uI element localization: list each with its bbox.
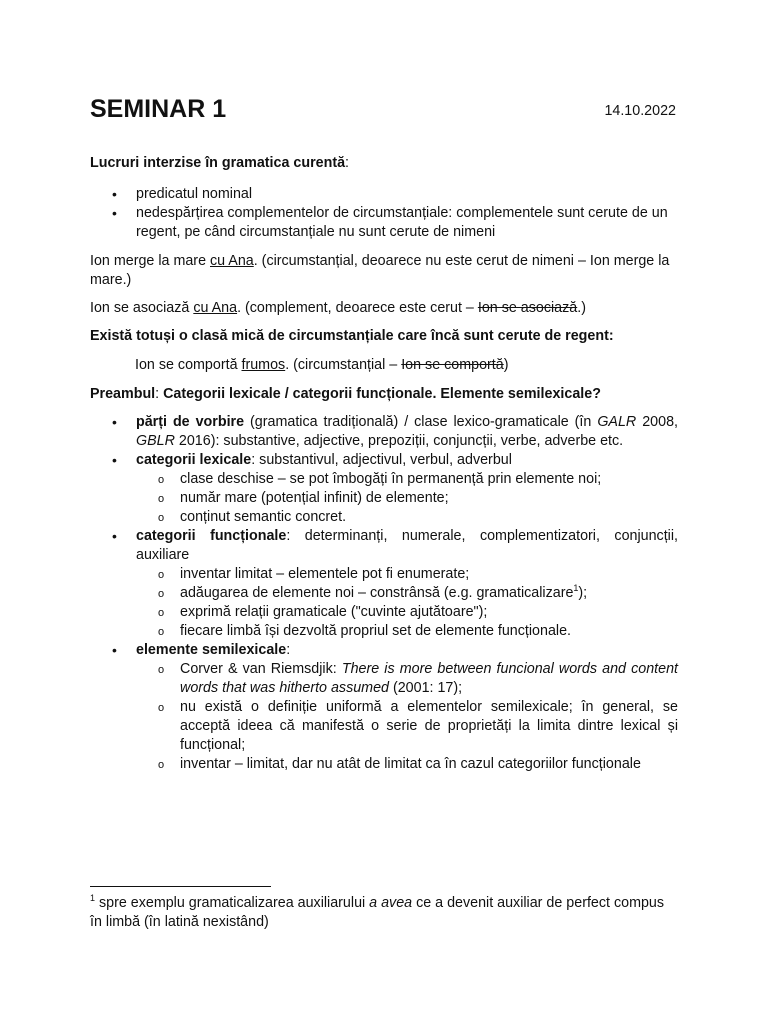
sub-list-item: o număr mare (potențial infinit) de elemente; (90, 489, 678, 508)
forbidden-list (90, 185, 678, 242)
document-header (90, 92, 678, 128)
sub-list-item: o nu există o definiție uniformă a elementelor semilexicale; în general, se acceptă ideea că manifestă o serie de proprietăți la limita dintre lexical și funcțional; (90, 698, 678, 755)
example-paragraph: Ion merge la mare cu Ana. (circumstanțial, deoarece nu este cerut de nimeni – Ion merge la mare.) (90, 253, 670, 288)
section-heading: Lucruri interzise în gramatica curentă: (90, 155, 350, 171)
sub-list-item: o adăugarea de elemente noi – constrânsă (e.g. gramaticalizare$^1$); (90, 584, 678, 603)
sub-list-item: o exprimă relații gramaticale ("cuvinte ajutătoare"); (90, 603, 678, 622)
footnote: $^1$ spre exemplu gramaticalizarea auxiliarului a avea ce a devenit auxiliar de perfect compus în limbă (în latină nexistând) (90, 893, 665, 930)
sub-list (136, 565, 678, 641)
sub-list-item: o inventar limitat – elementele pot fi enumerate; (90, 565, 678, 584)
footnote-separator (90, 886, 271, 887)
list-item: • predicatul nominal (90, 185, 678, 204)
document-body (90, 154, 678, 774)
sub-list (136, 660, 678, 774)
sub-list-item: o fiecare limbă își dezvoltă propriul set de elemente funcționale. (90, 622, 678, 641)
sub-list-item: o clase deschise – se pot îmbogăți în permanență prin elemente noi; (90, 470, 678, 489)
list-item: • nedespărțirea complementelor de circumstanțiale: complementele sunt cerute de un regent, pe când circumstanțiale nu sunt cerute de nimeni (90, 204, 678, 242)
sub-list-item: o inventar – limitat, dar nu atât de limitat ca în cazul categoriilor funcționale (90, 755, 678, 774)
bold-statement: Există totuși o clasă mică de circumstanțiale care încă sunt cerute de regent: (90, 328, 614, 344)
example-paragraph: Ion se comportă frumos. (circumstanțial – Ion se comportă) (135, 357, 509, 373)
preambul-heading: Preambul: Categorii lexicale / categorii funcționale. Elemente semilexicale? (90, 386, 601, 402)
footnote-marker: 1 (90, 893, 96, 904)
sub-list-item: o conținut semantic concret. (90, 508, 678, 527)
example-paragraph: Ion se asociază cu Ana. (complement, deoarece este cerut – Ion se asociază.) (90, 300, 586, 316)
categories-list (90, 413, 678, 774)
sub-list (136, 470, 678, 527)
document-date: 14.10.2022 (604, 103, 676, 119)
list-item: • categorii funcționale: determinanți, numerale, complementizatori, conjuncții, auxiliare o inventar limitat – elementele pot fi enumerate; o adăugarea de elemente noi – constrânsă (e.g. gramaticalizare$^1$); o exprimă relații gramaticale ("cuvinte ajutătoare"); o fiecare limbă își dezvoltă propriul set de elemente funcționale. (90, 527, 678, 641)
list-item: • categorii lexicale: substantivul, adjectivul, verbul, adverbul o clase deschise – se pot îmbogăți în permanență prin elemente noi; o număr mare (potențial infinit) de elemente; o conținut semantic concret. (90, 451, 678, 527)
sub-list-item: o Corver & van Riemsdjik: There is more between funcional words and content words that was hitherto assumed (2001: 17); (90, 660, 678, 698)
list-item: • părți de vorbire (gramatica tradițională) / clase lexico-gramaticale (în GALR 2008, GBLR 2016): substantive, adjective, prepoziții, conjuncții, verbe, adverbe etc. (90, 413, 678, 451)
list-item: • elemente semilexicale: o Corver & van Riemsdjik: There is more between funcional words and content words that was hitherto assumed (2001: 17); o nu există o definiție uniformă a elementelor semilexicale; în general, se acceptă ideea că manifestă o serie de proprietăți la limita dintre lexical și funcțional; o inventar – limitat, dar nu atât de limitat ca în cazul categoriilor funcționale (90, 641, 678, 774)
footnote-ref[interactable]: 1 (573, 583, 579, 594)
page-title: SEMINAR 1 (90, 95, 227, 123)
